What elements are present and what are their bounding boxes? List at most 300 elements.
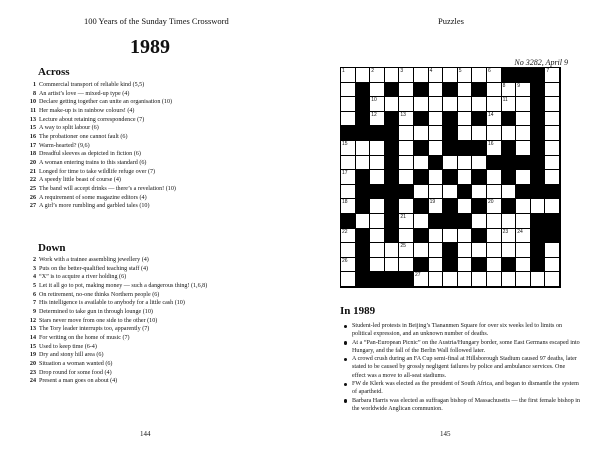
- across-clue: [26, 159, 176, 168]
- grid-cell: [414, 243, 429, 258]
- grid-block: [472, 112, 487, 127]
- grid-block: [356, 258, 371, 273]
- grid-cell: [356, 156, 371, 171]
- grid-block: [414, 170, 429, 185]
- grid-cell: [516, 229, 531, 244]
- grid-block: [385, 141, 400, 156]
- grid-cell: [341, 258, 356, 273]
- down-clue: [26, 273, 207, 282]
- clue-text: Dry and stony hill area (6): [39, 352, 104, 359]
- grid-cell: [472, 97, 487, 112]
- folio-right: 145: [440, 430, 451, 438]
- clue-number: 5: [32, 282, 36, 289]
- fact-item: FW de Klerk was elected as the president of South Africa, and began to dismantle the system of apartheid.: [344, 380, 580, 397]
- grid-cell: [472, 68, 487, 83]
- across-clue: [26, 124, 176, 133]
- grid-cell: [458, 170, 473, 185]
- grid-cell: [487, 170, 502, 185]
- grid-block: [472, 258, 487, 273]
- grid-cell: [370, 258, 385, 273]
- grid-block: [443, 199, 458, 214]
- grid-block: [385, 170, 400, 185]
- grid-cell: [429, 243, 444, 258]
- grid-cell: [370, 141, 385, 156]
- grid-block: [531, 112, 546, 127]
- grid-block: [502, 68, 517, 83]
- grid-cell: [385, 243, 400, 258]
- grid-block: [531, 243, 546, 258]
- grid-block: [531, 170, 546, 185]
- grid-block: [531, 97, 546, 112]
- grid-cell: [458, 272, 473, 287]
- grid-cell: [516, 126, 531, 141]
- clue-text: Situation a woman wanted (6): [39, 360, 113, 367]
- grid-block: [414, 229, 429, 244]
- crossword-grid: [340, 67, 561, 288]
- grid-cell: [487, 126, 502, 141]
- grid-block: [414, 141, 429, 156]
- grid-cell: [472, 156, 487, 171]
- grid-cell: [545, 83, 560, 98]
- grid-cell: [429, 97, 444, 112]
- grid-cell: [414, 68, 429, 83]
- clue-number: 3: [32, 265, 36, 272]
- grid-cell: [370, 199, 385, 214]
- grid-block: [385, 83, 400, 98]
- clue-text: Determined to take gun in through lounge (10): [39, 308, 153, 315]
- grid-block: [385, 214, 400, 229]
- grid-block: [531, 83, 546, 98]
- cell-number: 2: [371, 68, 374, 74]
- grid-block: [414, 258, 429, 273]
- cell-number: 6: [488, 68, 491, 74]
- grid-block: [516, 185, 531, 200]
- grid-block: [502, 199, 517, 214]
- clue-text: On retirement, no-one thinks Northern people (6): [39, 291, 160, 298]
- grid-cell: [443, 68, 458, 83]
- clue-text: A way to split labour (6): [39, 125, 99, 132]
- grid-cell: [545, 97, 560, 112]
- cell-number: 14: [488, 111, 494, 118]
- across-clue: [26, 107, 176, 116]
- fact-item: Barbara Harris was elected as suffragan bishop of Massachusetts — the first female bishop in the worldwide Anglican communion.: [344, 397, 580, 414]
- grid-cell: [545, 112, 560, 127]
- clue-number: 13: [29, 116, 36, 123]
- grid-cell: [502, 185, 517, 200]
- clue-text: “X” is to acquire a river holding (6): [39, 274, 127, 281]
- across-clue: [26, 185, 176, 194]
- clue-number: 26: [29, 194, 36, 201]
- across-clue-list: [26, 81, 176, 211]
- grid-block: [443, 83, 458, 98]
- down-clue-list: [26, 256, 207, 386]
- grid-cell: [341, 83, 356, 98]
- clue-text: His intelligence is available to anybody for a little cash (10): [39, 300, 185, 307]
- grid-cell: [385, 97, 400, 112]
- grid-block: [385, 126, 400, 141]
- grid-cell: [458, 68, 473, 83]
- cell-number: 12: [371, 111, 377, 118]
- grid-block: [502, 258, 517, 273]
- grid-cell: [487, 229, 502, 244]
- grid-cell: [443, 156, 458, 171]
- down-clue: [26, 360, 207, 369]
- grid-cell: [472, 272, 487, 287]
- grid-cell: [356, 68, 371, 83]
- down-clue: [26, 334, 207, 343]
- cell-number: 17: [342, 170, 348, 177]
- clue-text: Puts on the better-qualified teaching staff (4): [39, 265, 149, 272]
- grid-cell: [399, 83, 414, 98]
- clue-number: 10: [29, 99, 36, 106]
- across-clue: [26, 168, 176, 177]
- grid-cell: [545, 243, 560, 258]
- grid-block: [472, 229, 487, 244]
- clue-text: Present a man goes on about (4): [39, 378, 118, 385]
- cell-number: 8: [502, 82, 506, 89]
- grid-cell: [370, 229, 385, 244]
- clue-text: Let it all go to pot, making money — such a dangerous thing! (1,6,8): [39, 282, 208, 289]
- running-head-left: 100 Years of the Sunday Times Crossword: [84, 16, 229, 26]
- grid-cell: [531, 272, 546, 287]
- clue-text: A requirement of some magazine editors (4): [39, 194, 147, 201]
- grid-cell: [341, 243, 356, 258]
- grid-cell: [399, 229, 414, 244]
- grid-cell: [472, 126, 487, 141]
- down-heading: Down: [38, 242, 66, 254]
- grid-cell: [458, 83, 473, 98]
- right-page: [300, 0, 600, 458]
- puzzle-id: No 3282, April 9: [514, 58, 568, 67]
- clue-text: Declare getting together can unite an organisation (10): [39, 99, 173, 106]
- grid-cell: [502, 229, 517, 244]
- grid-block: [370, 185, 385, 200]
- clue-number: 8: [32, 90, 36, 97]
- down-clue: [26, 369, 207, 378]
- grid-cell: [502, 97, 517, 112]
- cell-number: 27: [415, 272, 421, 279]
- grid-cell: [472, 214, 487, 229]
- grid-cell: [502, 126, 517, 141]
- grid-cell: [487, 112, 502, 127]
- grid-cell: [545, 156, 560, 171]
- grid-block: [429, 156, 444, 171]
- clue-text: The probationer one cannot fault (6): [39, 133, 128, 140]
- grid-cell: [545, 258, 560, 273]
- grid-cell: [341, 68, 356, 83]
- grid-cell: [414, 126, 429, 141]
- down-clue: [26, 351, 207, 360]
- grid-cell: [545, 68, 560, 83]
- grid-cell: [370, 156, 385, 171]
- across-clue: [26, 81, 176, 90]
- grid-cell: [458, 199, 473, 214]
- grid-block: [356, 229, 371, 244]
- grid-cell: [429, 170, 444, 185]
- grid-cell: [414, 185, 429, 200]
- grid-cell: [399, 199, 414, 214]
- grid-block: [443, 112, 458, 127]
- grid-cell: [516, 141, 531, 156]
- clue-number: 13: [29, 326, 36, 333]
- across-clue: [26, 90, 176, 99]
- grid-block: [414, 112, 429, 127]
- down-clue: [26, 308, 207, 317]
- grid-cell: [341, 112, 356, 127]
- grid-cell: [516, 199, 531, 214]
- grid-block: [370, 272, 385, 287]
- down-clue: [26, 282, 207, 291]
- clue-text: A girl’s more rumbling and garbled tales (10): [39, 203, 150, 210]
- clue-number: 19: [29, 352, 36, 359]
- grid-cell: [399, 258, 414, 273]
- grid-block: [472, 199, 487, 214]
- clue-number: 18: [29, 151, 36, 158]
- grid-cell: [341, 170, 356, 185]
- clue-number: 25: [29, 185, 36, 192]
- cell-number: 1: [342, 68, 345, 74]
- grid-block: [531, 229, 546, 244]
- cell-number: 13: [400, 111, 406, 118]
- down-clue: [26, 343, 207, 352]
- running-head-right: Puzzles: [438, 16, 464, 26]
- grid-cell: [356, 141, 371, 156]
- grid-cell: [414, 156, 429, 171]
- grid-block: [443, 126, 458, 141]
- grid-cell: [502, 243, 517, 258]
- clue-number: 12: [29, 317, 36, 324]
- grid-block: [531, 185, 546, 200]
- grid-cell: [341, 97, 356, 112]
- grid-cell: [545, 126, 560, 141]
- clue-text: Warm-hearted? (9,6): [39, 142, 90, 149]
- cell-number: 18: [342, 199, 348, 206]
- folio-left: 144: [140, 430, 151, 438]
- cell-number: 4: [429, 68, 433, 74]
- grid-cell: [429, 272, 444, 287]
- grid-cell: [545, 170, 560, 185]
- grid-cell: [516, 258, 531, 273]
- clue-number: 16: [29, 133, 36, 140]
- across-clue: [26, 202, 176, 211]
- grid-cell: [502, 83, 517, 98]
- grid-block: [341, 214, 356, 229]
- grid-cell: [458, 156, 473, 171]
- grid-cell: [399, 170, 414, 185]
- cell-number: 11: [502, 97, 508, 104]
- clue-number: 17: [29, 142, 36, 149]
- grid-cell: [370, 68, 385, 83]
- grid-cell: [429, 229, 444, 244]
- grid-cell: [458, 243, 473, 258]
- grid-cell: [399, 68, 414, 83]
- grid-cell: [443, 185, 458, 200]
- grid-cell: [487, 68, 502, 83]
- cell-number: 26: [342, 257, 348, 264]
- cell-number: 16: [488, 141, 494, 147]
- grid-block: [516, 68, 531, 83]
- cell-number: 25: [400, 243, 406, 250]
- clue-text: The band will accept drinks — there’s a revelation! (10): [39, 185, 176, 192]
- grid-block: [458, 185, 473, 200]
- fact-item: Student-led protests in Beijing’s Tiananmen Square for over six weeks led to limits on political expression, and an unknown number of deaths.: [344, 322, 580, 339]
- across-clue: [26, 98, 176, 107]
- grid-block: [472, 141, 487, 156]
- grid-block: [545, 229, 560, 244]
- grid-cell: [487, 258, 502, 273]
- grid-cell: [458, 258, 473, 273]
- grid-block: [356, 126, 371, 141]
- grid-cell: [458, 97, 473, 112]
- grid-cell: [385, 258, 400, 273]
- clue-text: An artist’s love — mixed-up type (4): [39, 90, 130, 97]
- grid-cell: [399, 243, 414, 258]
- grid-cell: [531, 199, 546, 214]
- grid-block: [385, 229, 400, 244]
- fact-item: At a “Pan-European Picnic” on the Austria/Hungary border, some East Germans escaped into Hungary, and the fall of the Berlin Wall followed later.: [344, 339, 580, 356]
- clue-number: 14: [29, 334, 36, 341]
- grid-block: [443, 170, 458, 185]
- clue-text: The Tory leader interrupts too, apparently (7): [39, 326, 150, 333]
- clue-number: 23: [29, 369, 36, 376]
- across-clue: [26, 116, 176, 125]
- grid-block: [545, 214, 560, 229]
- grid-cell: [370, 83, 385, 98]
- grid-block: [443, 243, 458, 258]
- grid-block: [385, 272, 400, 287]
- clue-text: A speedy little beast of course (4): [39, 177, 121, 184]
- grid-block: [385, 199, 400, 214]
- grid-cell: [429, 141, 444, 156]
- grid-block: [472, 170, 487, 185]
- grid-cell: [487, 214, 502, 229]
- down-clue: [26, 265, 207, 274]
- down-clue: [26, 299, 207, 308]
- grid-cell: [370, 170, 385, 185]
- grid-cell: [399, 141, 414, 156]
- clue-text: Lecture about retaining correspondence (7): [39, 116, 145, 123]
- down-clue: [26, 256, 207, 265]
- cell-number: 21: [400, 214, 406, 220]
- grid-cell: [545, 141, 560, 156]
- clue-text: Commercial transport of reliable kind (5,5): [39, 82, 145, 88]
- grid-block: [531, 141, 546, 156]
- grid-cell: [458, 229, 473, 244]
- grid-cell: [429, 258, 444, 273]
- clue-number: 24: [29, 378, 36, 385]
- clue-text: Longed for time to take wildlife refuge over (7): [39, 168, 156, 175]
- grid-cell: [341, 156, 356, 171]
- grid-block: [370, 126, 385, 141]
- grid-cell: [399, 97, 414, 112]
- across-clue: [26, 142, 176, 151]
- cell-number: 5: [458, 68, 462, 74]
- clue-text: Her make-up is in rainbow colours! (4): [39, 107, 135, 114]
- cell-number: 15: [342, 141, 348, 147]
- grid-cell: [487, 243, 502, 258]
- grid-cell: [341, 229, 356, 244]
- grid-cell: [472, 243, 487, 258]
- grid-block: [356, 185, 371, 200]
- grid-cell: [487, 199, 502, 214]
- grid-block: [502, 156, 517, 171]
- across-clue: [26, 176, 176, 185]
- grid-block: [414, 199, 429, 214]
- grid-cell: [414, 97, 429, 112]
- clue-number: 2: [32, 257, 36, 263]
- grid-block: [356, 243, 371, 258]
- grid-block: [487, 156, 502, 171]
- grid-cell: [429, 68, 444, 83]
- clue-number: 22: [29, 177, 36, 184]
- cell-number: 7: [546, 68, 550, 74]
- clue-text: Drop round for some food (4): [39, 369, 112, 376]
- grid-cell: [502, 272, 517, 287]
- grid-cell: [472, 185, 487, 200]
- down-clue: [26, 325, 207, 334]
- clue-number: 4: [32, 274, 36, 281]
- cell-number: 24: [517, 228, 523, 235]
- clue-number: 21: [29, 168, 36, 175]
- grid-cell: [502, 214, 517, 229]
- grid-block: [516, 156, 531, 171]
- grid-block: [502, 112, 517, 127]
- grid-block: [399, 272, 414, 287]
- grid-cell: [399, 156, 414, 171]
- grid-cell: [443, 272, 458, 287]
- clue-number: 15: [29, 125, 36, 132]
- grid-block: [385, 112, 400, 127]
- clue-text: Work with a trainee assembling jewellery (4): [39, 257, 149, 263]
- grid-cell: [429, 126, 444, 141]
- grid-cell: [487, 185, 502, 200]
- grid-block: [356, 112, 371, 127]
- grid-block: [443, 258, 458, 273]
- grid-cell: [545, 272, 560, 287]
- grid-block: [356, 83, 371, 98]
- grid-cell: [516, 170, 531, 185]
- grid-cell: [385, 68, 400, 83]
- grid-cell: [429, 83, 444, 98]
- grid-cell: [516, 272, 531, 287]
- grid-cell: [429, 185, 444, 200]
- grid-cell: [429, 199, 444, 214]
- grid-block: [472, 83, 487, 98]
- grid-cell: [341, 185, 356, 200]
- cell-number: 9: [517, 82, 520, 89]
- grid-block: [531, 156, 546, 171]
- grid-cell: [370, 214, 385, 229]
- grid-block: [385, 185, 400, 200]
- grid-block: [502, 141, 517, 156]
- grid-cell: [516, 214, 531, 229]
- clue-number: 9: [32, 308, 36, 315]
- grid-block: [531, 214, 546, 229]
- grid-block: [545, 185, 560, 200]
- cell-number: 3: [400, 68, 404, 74]
- clue-number: 6: [32, 291, 36, 298]
- grid-cell: [443, 97, 458, 112]
- grid-cell: [370, 243, 385, 258]
- grid-block: [531, 126, 546, 141]
- grid-cell: [516, 112, 531, 127]
- clue-text: Stars never move from one side to the other (10): [39, 317, 158, 324]
- cell-number: 10: [371, 97, 377, 104]
- grid-cell: [399, 112, 414, 127]
- grid-block: [458, 141, 473, 156]
- down-clue: [26, 291, 207, 300]
- grid-cell: [370, 112, 385, 127]
